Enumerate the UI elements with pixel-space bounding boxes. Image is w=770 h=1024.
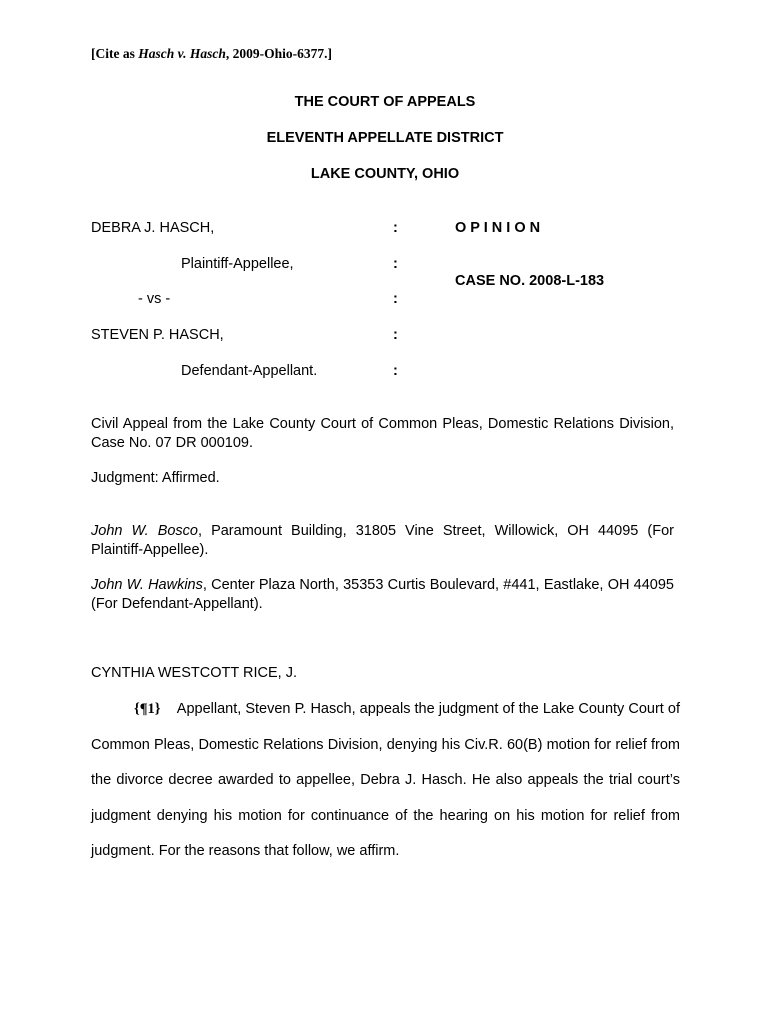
paragraph-mark: {¶1} xyxy=(134,701,161,717)
caption-colon: : xyxy=(393,327,398,343)
citation-header xyxy=(91,46,332,62)
document-type: O P I N I O N xyxy=(455,220,541,236)
counsel-appellant-details: , Center Plaza North, 35353 Curtis Boulevard, #441, Eastlake, OH 44095 (For Defendant-Appellant). xyxy=(91,577,674,612)
counsel-appellant xyxy=(91,576,674,614)
paragraph-text: Appellant, Steven P. Hasch, appeals the judgment of the Lake County Court of Common Pleas, Domestic Relations Division, denying his Civ.R. 60(B) motion for relief from the divorce decree awarded to appellee, Debra J. Hasch. He also appeals the trial court’s judgment denying his motion for continuance of the hearing on his motion for relief from judgment. For the reasons that follow, we affirm. xyxy=(91,701,680,859)
judge-name: CYNTHIA WESTCOTT RICE, J. xyxy=(91,665,297,681)
defendant-name: STEVEN P. HASCH, xyxy=(91,327,224,343)
caption-colon: : xyxy=(393,220,398,236)
counsel-appellee-name: John W. Bosco xyxy=(91,523,198,539)
plaintiff-role: Plaintiff-Appellee, xyxy=(181,256,294,272)
case-number: CASE NO. 2008-L-183 xyxy=(455,273,605,289)
citation-case-name: Hasch v. Hasch xyxy=(138,46,226,61)
court-district: ELEVENTH APPELLATE DISTRICT xyxy=(266,130,504,146)
court-name: THE COURT OF APPEALS xyxy=(294,94,476,110)
court-county: LAKE COUNTY, OHIO xyxy=(310,166,460,182)
caption-colon: : xyxy=(393,363,398,379)
counsel-appellee xyxy=(91,522,674,560)
counsel-appellee-details: , Paramount Building, 31805 Vine Street, Willowick, OH 44095 (For Plaintiff-Appellee). xyxy=(91,523,674,558)
citation-suffix: , 2009-Ohio-6377.] xyxy=(225,46,332,61)
opinion-paragraph xyxy=(91,692,680,870)
versus: - vs - xyxy=(138,291,171,307)
caption-colon: : xyxy=(393,256,398,272)
counsel-appellant-name: John W. Hawkins xyxy=(91,577,203,593)
appeal-info: Civil Appeal from the Lake County Court of Common Pleas, Domestic Relations Division, Case No. 07 DR 000109. xyxy=(91,416,674,451)
caption-colon: : xyxy=(393,291,398,307)
plaintiff-name: DEBRA J. HASCH, xyxy=(91,220,215,236)
citation-prefix: [Cite as xyxy=(91,46,139,61)
defendant-role: Defendant-Appellant. xyxy=(181,363,318,379)
judgment: Judgment: Affirmed. xyxy=(91,470,220,486)
